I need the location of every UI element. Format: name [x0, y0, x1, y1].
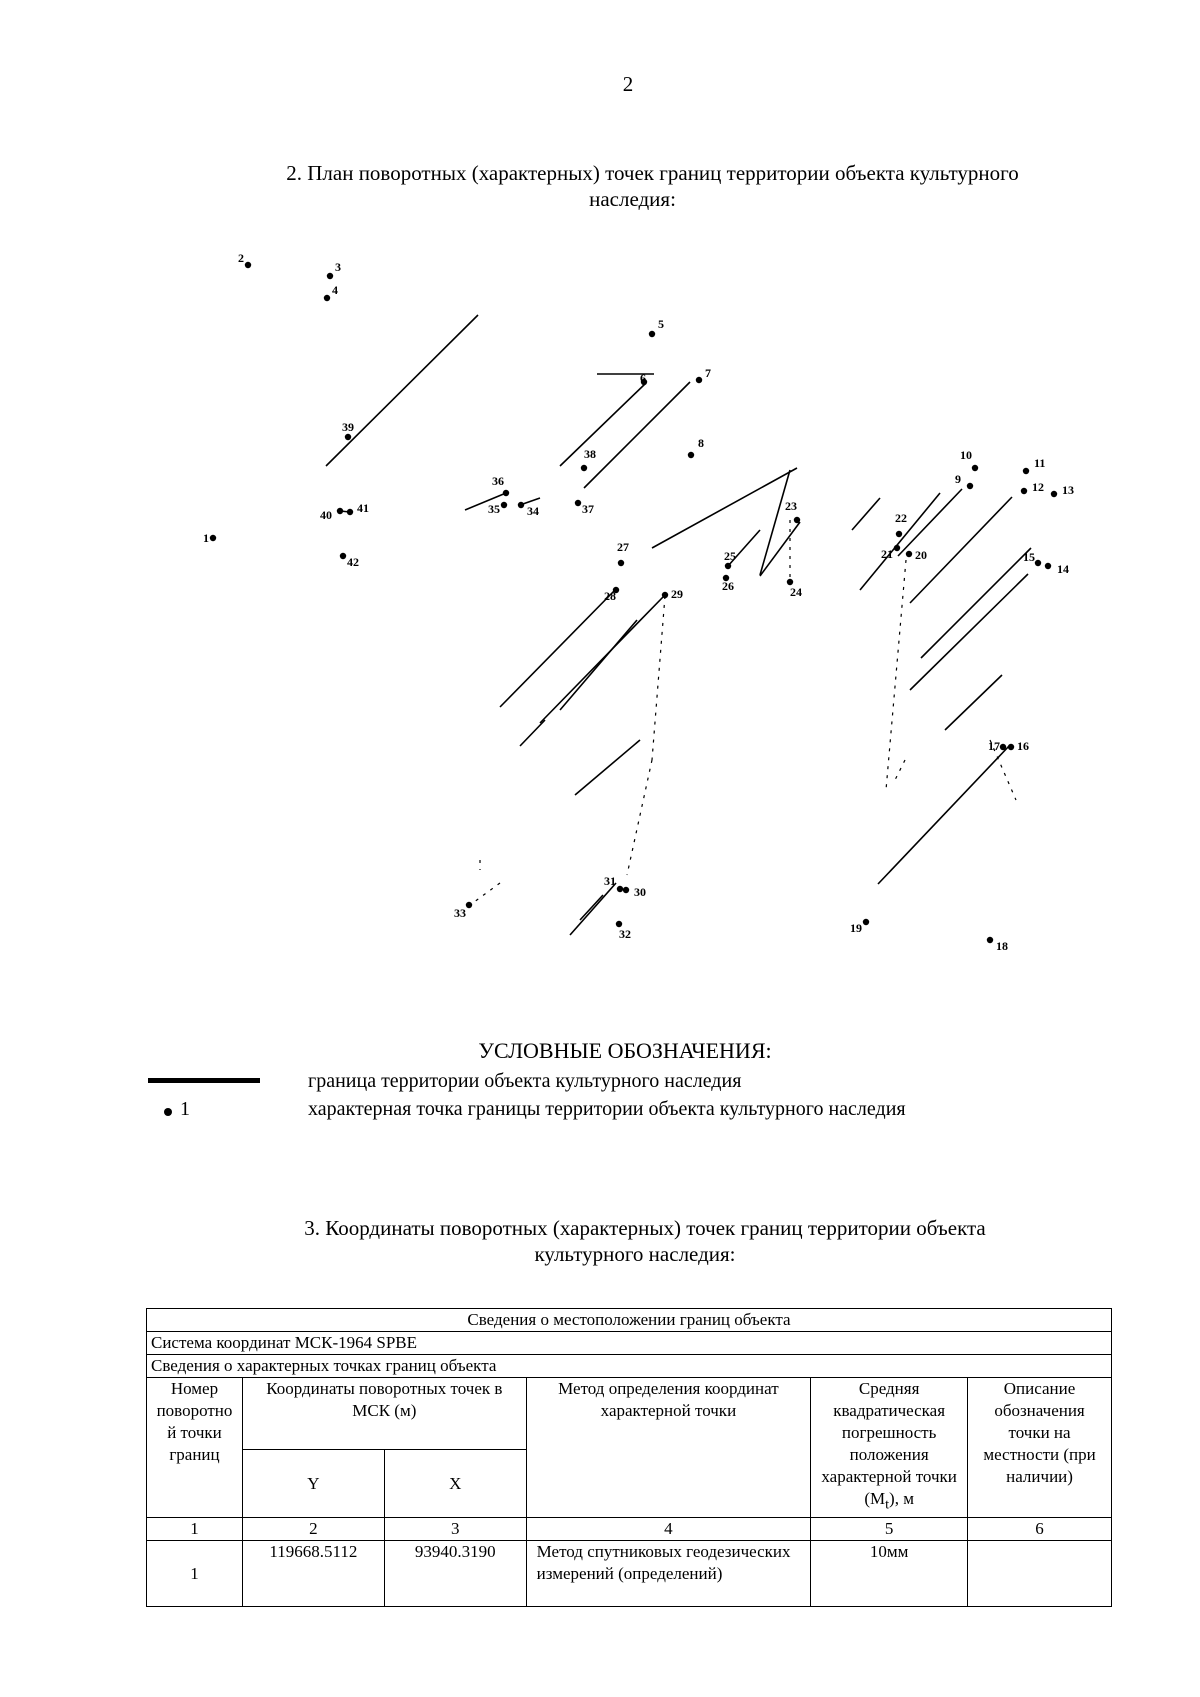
- boundary-point-label-1: 1: [203, 531, 209, 545]
- boundary-point-2: [245, 262, 251, 268]
- boundary-point-label-4: 4: [332, 283, 338, 297]
- boundary-dashed-segment: [895, 760, 905, 780]
- boundary-dashed-segment: [886, 560, 906, 790]
- col-header-error-sub: t: [885, 1496, 890, 1513]
- col-number-5: 5: [811, 1518, 968, 1541]
- boundary-point-42: [340, 553, 346, 559]
- col-number-4: 4: [526, 1518, 811, 1541]
- boundary-line-segment: [910, 574, 1028, 690]
- boundary-point-33: [466, 902, 472, 908]
- boundary-point-21: [894, 545, 900, 551]
- boundary-point-label-2: 2: [238, 251, 244, 265]
- section-2-title-line1: 2. План поворотных (характерных) точек границ территории объекта культурного: [286, 161, 1019, 185]
- legend-point-symbol: [164, 1108, 172, 1116]
- boundary-point-label-17: 17: [988, 739, 1000, 753]
- table-row: [147, 1541, 1112, 1607]
- boundary-lines: [326, 315, 1031, 935]
- boundary-point-label-25: 25: [724, 549, 736, 563]
- boundary-point-27: [618, 560, 624, 566]
- boundary-line-segment: [921, 548, 1031, 658]
- boundary-line-segment: [878, 745, 1010, 884]
- boundary-point-31: [617, 886, 623, 892]
- boundary-point-label-22: 22: [895, 511, 907, 525]
- col-number-1: 1: [147, 1518, 243, 1541]
- boundary-line-segment: [575, 740, 640, 795]
- boundary-line-segment: [852, 498, 880, 530]
- boundary-line-segment: [898, 489, 962, 556]
- boundary-point-label-6: 6: [640, 371, 646, 385]
- boundary-point-30: [623, 887, 629, 893]
- boundary-point-label-26: 26: [722, 579, 734, 593]
- boundary-point-38: [581, 465, 587, 471]
- table-coord-system: Система координат МСК-1964 SPBE: [147, 1332, 1112, 1355]
- cell-error: 10мм: [811, 1541, 968, 1607]
- boundary-point-12: [1021, 488, 1027, 494]
- col-header-x: X: [384, 1450, 526, 1518]
- boundary-line-segment: [570, 883, 616, 935]
- boundary-points: [203, 251, 1074, 953]
- boundary-point-label-39: 39: [342, 420, 354, 434]
- boundary-dashed-segment: [652, 596, 665, 760]
- boundary-point-label-3: 3: [335, 260, 341, 274]
- boundary-point-label-40: 40: [320, 508, 332, 522]
- col-header-method: Метод определения координат характерной точки: [526, 1378, 811, 1518]
- boundary-point-label-13: 13: [1062, 483, 1074, 497]
- boundary-plan: [0, 220, 1200, 980]
- boundary-line-segment: [760, 522, 800, 576]
- col-header-point-number: Номер поворотно й точки границ: [147, 1378, 243, 1518]
- boundary-point-label-14: 14: [1057, 562, 1069, 576]
- boundary-point-label-24: 24: [790, 585, 802, 599]
- boundary-point-41: [347, 509, 353, 515]
- boundary-line-segment: [580, 895, 603, 920]
- boundary-point-label-5: 5: [658, 317, 664, 331]
- boundary-point-11: [1023, 468, 1029, 474]
- boundary-point-label-7: 7: [705, 366, 711, 380]
- section-3-title: [0, 1215, 1200, 1267]
- coordinates-table: [146, 1308, 1112, 1607]
- table-header-main: Сведения о местоположении границ объекта: [147, 1309, 1112, 1332]
- boundary-point-label-27: 27: [617, 540, 629, 554]
- col-header-description: Описание обозначения точки на местности (при наличии): [968, 1378, 1112, 1518]
- boundary-point-label-38: 38: [584, 447, 596, 461]
- boundary-point-37: [575, 500, 581, 506]
- boundary-point-label-12: 12: [1032, 480, 1044, 494]
- boundary-line-segment: [584, 382, 690, 488]
- boundary-point-13: [1051, 491, 1057, 497]
- col-number-6: 6: [968, 1518, 1112, 1541]
- boundary-line-segment: [945, 675, 1002, 730]
- col-header-y: Y: [242, 1450, 384, 1518]
- boundary-point-label-36: 36: [492, 474, 504, 488]
- boundary-point-label-16: 16: [1017, 739, 1029, 753]
- cell-point-number: 1: [147, 1541, 243, 1607]
- legend-point-text: характерная точка границы территории объекта культурного наследия: [308, 1098, 906, 1120]
- section-3-title-line1: 3. Координаты поворотных (характерных) точек границ территории объекта: [304, 1216, 986, 1240]
- col-header-error: [811, 1378, 968, 1518]
- boundary-point-10: [972, 465, 978, 471]
- legend-boundary-line-symbol: [148, 1078, 260, 1083]
- page-number: 2: [622, 72, 634, 96]
- boundary-point-34: [518, 502, 524, 508]
- section-2-title-line2: наследия:: [589, 187, 676, 211]
- cell-description: [968, 1541, 1112, 1607]
- boundary-line-segment: [652, 468, 797, 548]
- section-3-title-line2: культурного наследия:: [534, 1242, 736, 1266]
- boundary-point-label-23: 23: [785, 499, 797, 513]
- boundary-point-label-31: 31: [604, 874, 616, 888]
- boundary-point-label-10: 10: [960, 448, 972, 462]
- boundary-line-segment: [520, 720, 545, 746]
- boundary-point-label-41: 41: [357, 501, 369, 515]
- boundary-point-label-34: 34: [527, 504, 539, 518]
- col-header-coordinates: Координаты поворотных точек в МСК (м): [242, 1378, 526, 1450]
- boundary-point-19: [863, 919, 869, 925]
- boundary-point-label-11: 11: [1034, 456, 1046, 470]
- boundary-line-segment: [326, 315, 478, 466]
- boundary-line-segment: [500, 590, 615, 707]
- boundary-line-segment: [560, 383, 646, 466]
- col-number-3: 3: [384, 1518, 526, 1541]
- boundary-point-22: [896, 531, 902, 537]
- boundary-point-40: [337, 508, 343, 514]
- boundary-point-39: [345, 434, 351, 440]
- boundary-point-15: [1035, 560, 1041, 566]
- boundary-point-23: [794, 517, 800, 523]
- boundary-dashed-segment: [627, 760, 652, 875]
- boundary-point-label-37: 37: [582, 502, 594, 516]
- boundary-point-label-33: 33: [454, 906, 466, 920]
- boundary-point-label-29: 29: [671, 587, 683, 601]
- boundary-point-label-9: 9: [955, 472, 961, 486]
- col-header-error-text: Средняя квадратическая погрешность положения характерной точки (M: [821, 1379, 957, 1508]
- boundary-point-label-42: 42: [347, 555, 359, 569]
- boundary-point-label-19: 19: [850, 921, 862, 935]
- boundary-point-14: [1045, 563, 1051, 569]
- boundary-point-3: [327, 273, 333, 279]
- boundary-point-label-18: 18: [996, 939, 1008, 953]
- cell-method: Метод спутниковых геодезических измерений (определений): [526, 1541, 811, 1607]
- boundary-dashed-segment: [470, 883, 500, 905]
- legend-boundary-text: граница территории объекта культурного наследия: [308, 1070, 742, 1092]
- boundary-point-36: [503, 490, 509, 496]
- boundary-point-35: [501, 502, 507, 508]
- boundary-point-4: [324, 295, 330, 301]
- legend-point-number: 1: [180, 1098, 190, 1120]
- boundary-point-label-32: 32: [619, 927, 631, 941]
- boundary-point-5: [649, 331, 655, 337]
- boundary-point-label-35: 35: [488, 502, 500, 516]
- boundary-point-17: [1000, 744, 1006, 750]
- cell-x: 93940.3190: [384, 1541, 526, 1607]
- boundary-point-label-21: 21: [881, 547, 893, 561]
- legend-title: УСЛОВНЫЕ ОБОЗНАЧЕНИЯ:: [478, 1038, 772, 1063]
- table-points-info: Сведения о характерных точках границ объекта: [147, 1355, 1112, 1378]
- boundary-point-label-28: 28: [604, 589, 616, 603]
- col-header-error-end: ), м: [889, 1489, 914, 1508]
- boundary-point-label-30: 30: [634, 885, 646, 899]
- section-2-title: [0, 160, 1200, 212]
- col-number-2: 2: [242, 1518, 384, 1541]
- boundary-point-9: [967, 483, 973, 489]
- boundary-point-20: [906, 551, 912, 557]
- boundary-point-29: [662, 592, 668, 598]
- cell-y: 119668.5112: [242, 1541, 384, 1607]
- boundary-point-label-15: 15: [1023, 550, 1035, 564]
- boundary-point-18: [987, 937, 993, 943]
- boundary-point-7: [696, 377, 702, 383]
- boundary-point-8: [688, 452, 694, 458]
- boundary-line-segment: [540, 596, 664, 723]
- boundary-point-1: [210, 535, 216, 541]
- boundary-point-label-8: 8: [698, 436, 704, 450]
- boundary-point-label-20: 20: [915, 548, 927, 562]
- boundary-point-25: [725, 563, 731, 569]
- boundary-point-16: [1008, 744, 1014, 750]
